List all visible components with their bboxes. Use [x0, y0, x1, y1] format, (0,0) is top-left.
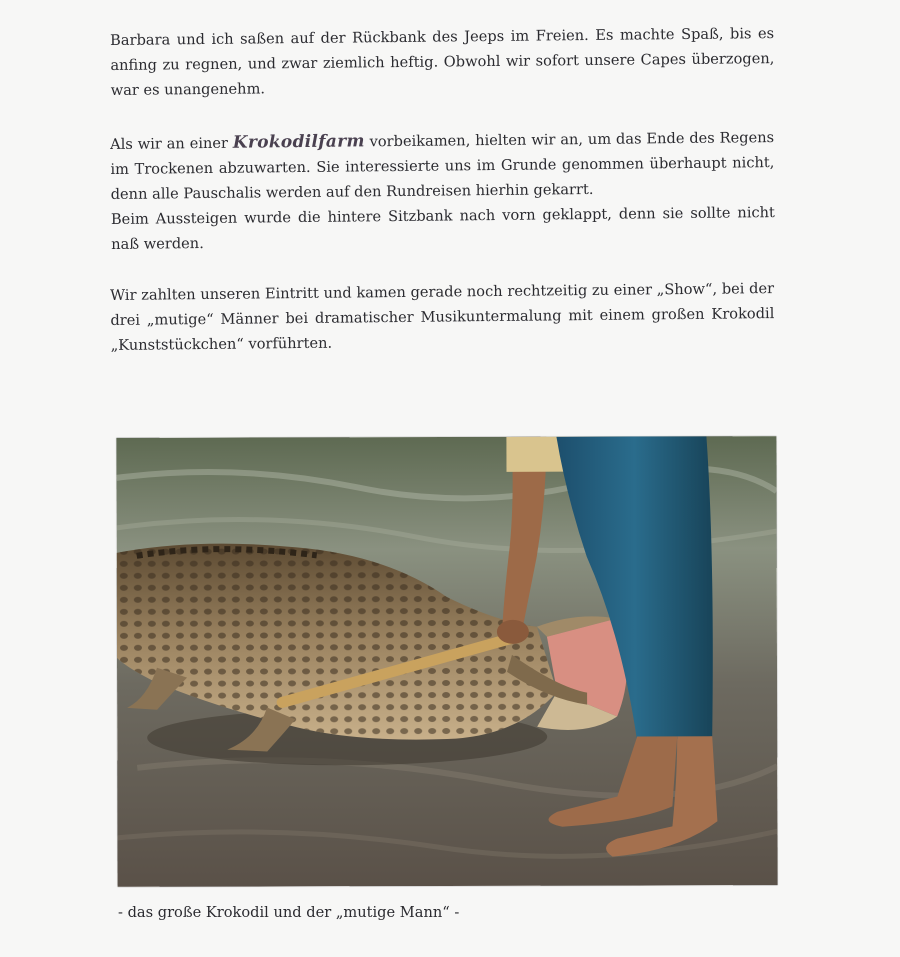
paragraph-crocodile-farm — [110, 125, 775, 257]
paragraph-jeep-ride — [110, 21, 775, 103]
paragraph-text: Wir zahlten unseren Eintritt und kamen gerade noch rechtzeitig zu einer „Show“, bei der drei „mutige“ Männer bei dramatischer Musikuntermalung mit einem großen Krokodil „Kunststückchen“ vorführten. — [110, 280, 775, 354]
paragraph-text-before: Als wir an einer — [110, 134, 233, 153]
paragraph-text-after: vorbeikamen, hielten wir an, um das Ende des Regens im Trockenen abzuwarten. Sie interessierte uns im Grunde genommen überhaupt nicht, denn alle Pauschalis werden auf den Rundreisen hierhin gekarrt. — [110, 129, 775, 203]
photo-caption: - das große Krokodil und der „mutige Mann“ - — [118, 904, 460, 921]
paragraph-show — [110, 276, 775, 358]
crocodile-photo-illustration — [116, 436, 777, 887]
crocodile-photo — [116, 436, 777, 887]
paragraph-text-line2: Beim Aussteigen wurde die hintere Sitzbank nach vorn geklappt, denn sie sollte nicht naß werden. — [110, 204, 775, 253]
crocodile-farm-heading: Krokodilfarm — [232, 131, 365, 153]
paragraph-text: Barbara und ich saßen auf der Rückbank des Jeeps im Freien. Es machte Spaß, bis es anfing zu regnen, und zwar ziemlich heftig. Obwohl wir sofort unsere Capes überzogen, war es unangenehm. — [110, 25, 775, 99]
